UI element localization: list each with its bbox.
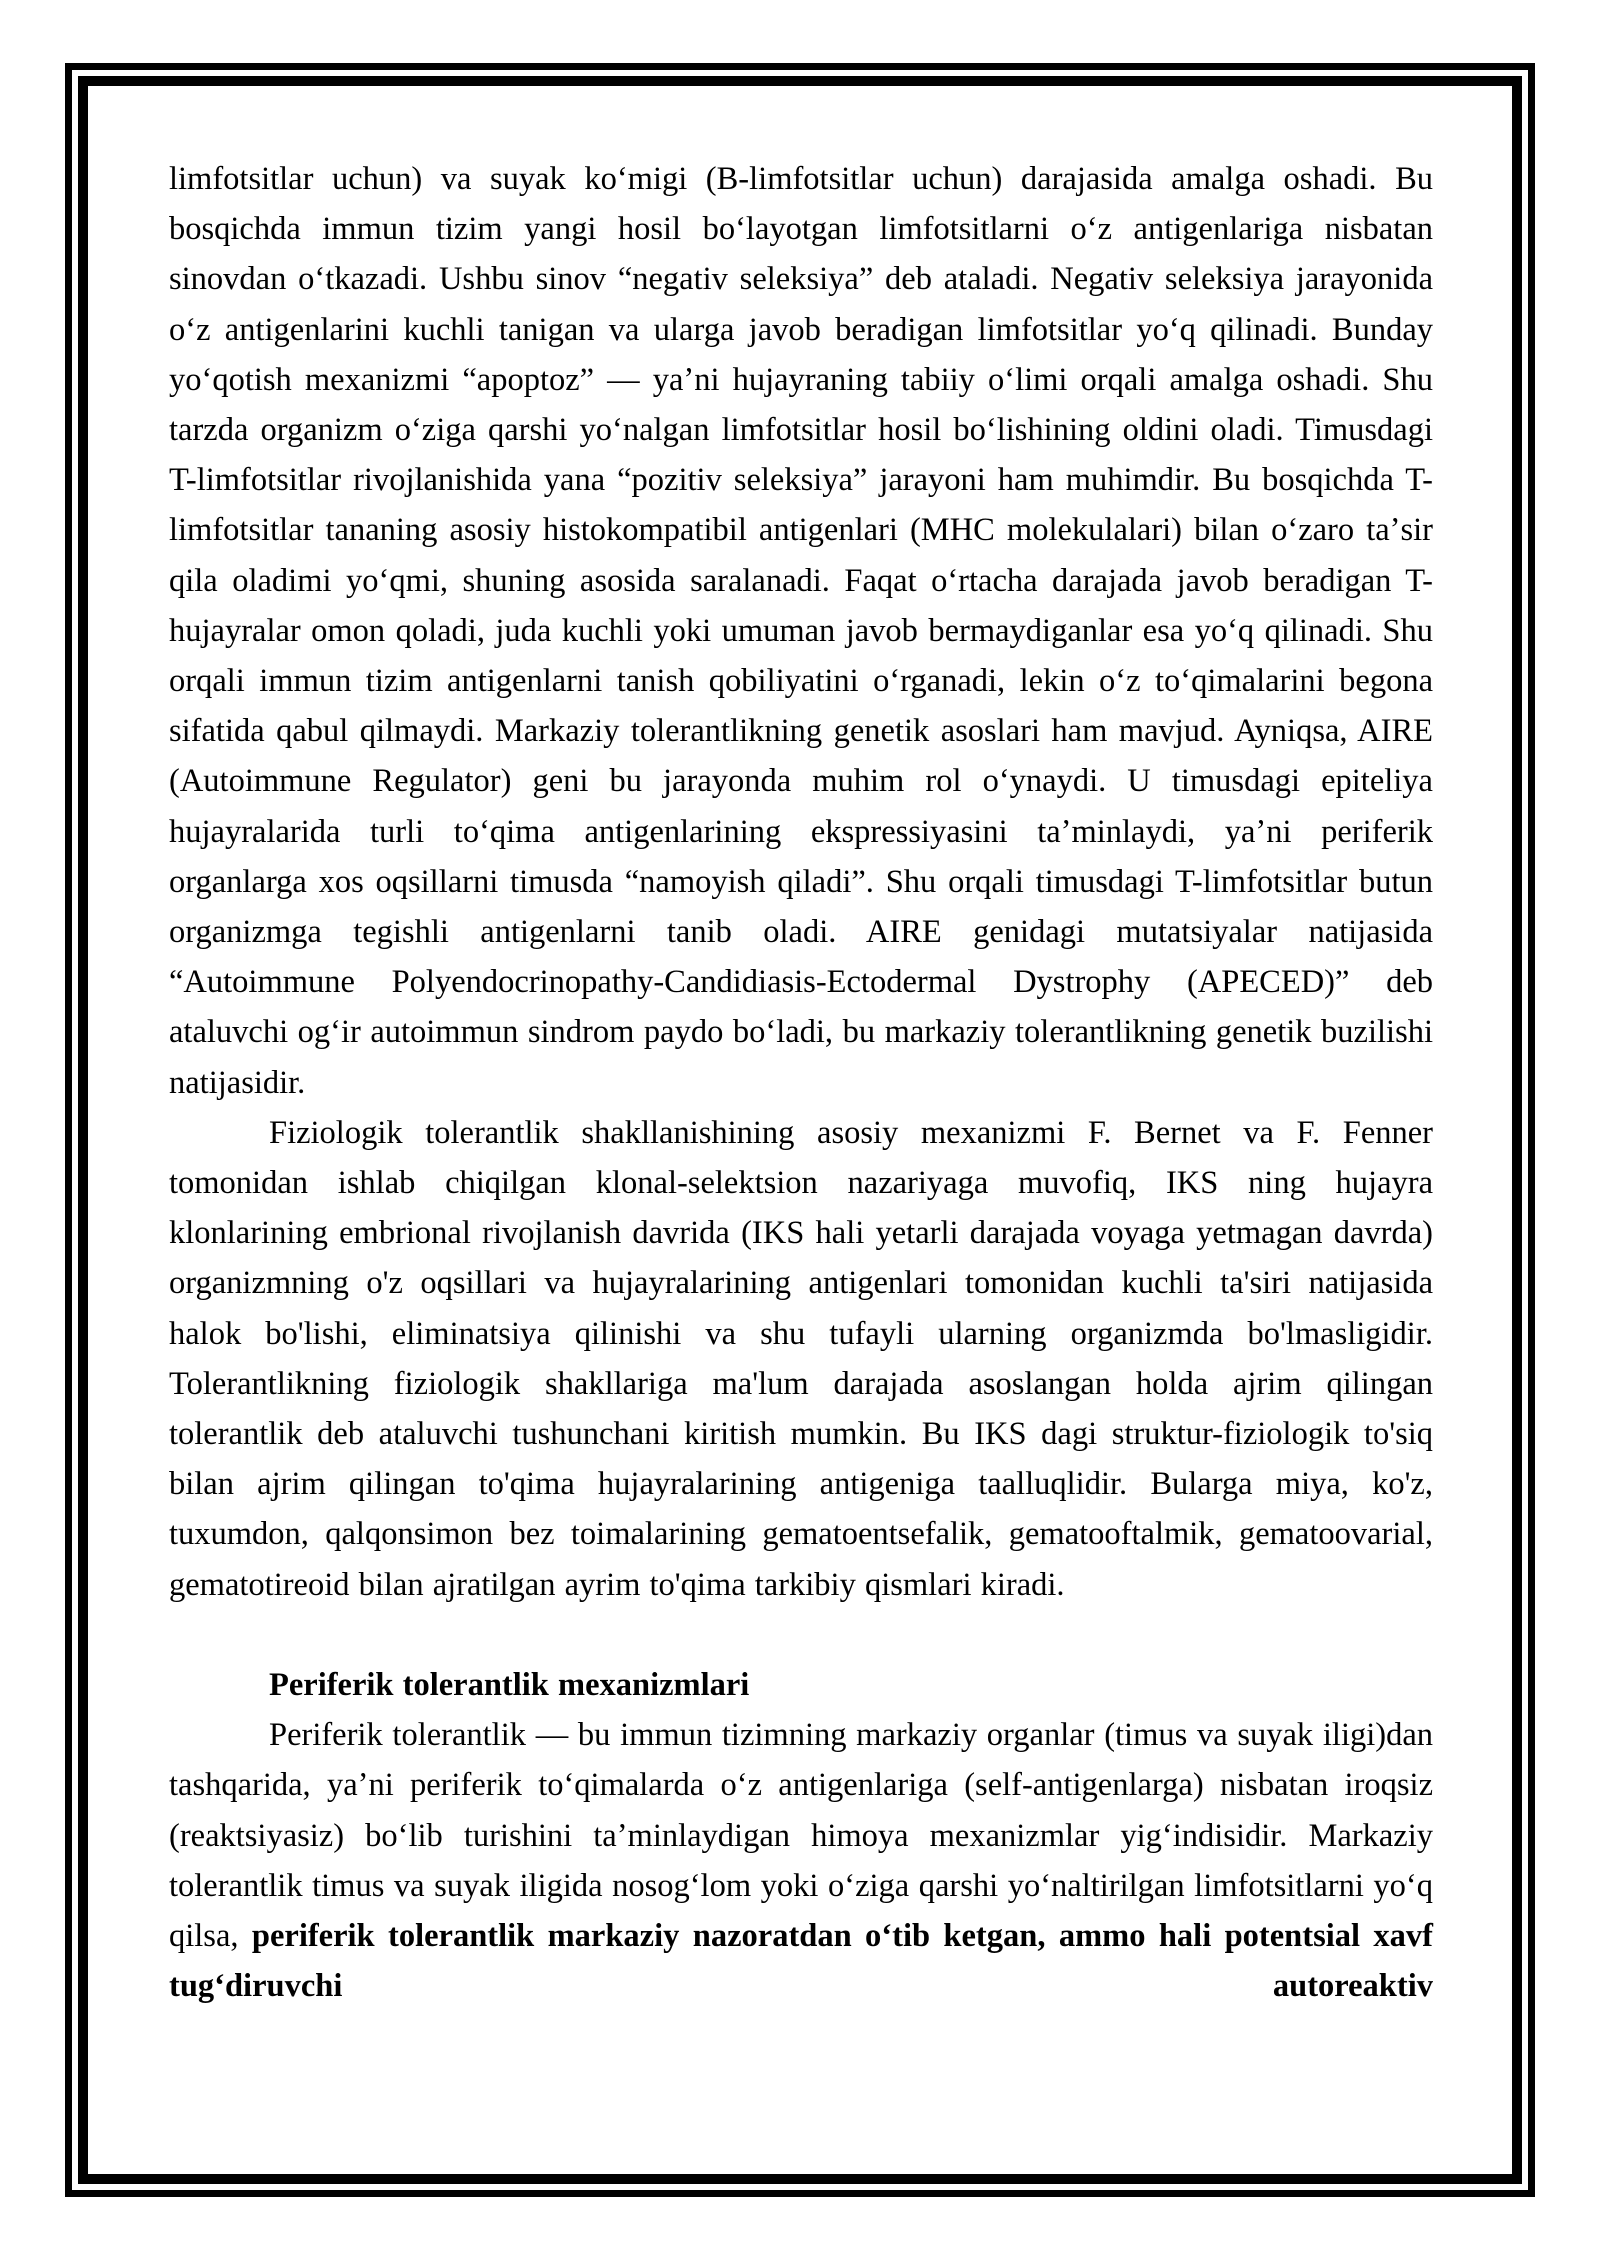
paragraph-peripheral-tolerance-regular-text: Periferik tolerantlik — bu immun tizimning markaziy organlar (timus va suyak iligi)dan tashqarida, yaʼni periferik toʻqimalarda oʻz antigenlariga (self-antigenlarga) nisbatan iroqsiz (reaktsiyasiz) boʻlib turishini taʼminlaydigan himoya mexanizmlar yigʻindisidir. Markaziy tolerantlik timus va suyak iligida nosogʻlom yoki oʻziga qarshi yoʻnaltirilgan limfotsitlarni yoʻq qilsa, [169,1717,1433,1954]
document-body [88,86,1512,2011]
page-border-outer [65,63,1535,2197]
paragraph-peripheral-tolerance [169,1710,1433,2011]
paragraph-gap [169,1610,1433,1660]
paragraph-physiologic-tolerance: Fiziologik tolerantlik shakllanishining asosiy mexanizmi F. Bernet va F. Fenner tomonidan ishlab chiqilgan klonal-selektsion nazariyaga muvofiq, IKS ning hujayra klonlarining embrional rivojlanish davrida (IKS hali yetarli darajada voyaga yetmagan davrda) organizmning o'z oqsillari va hujayralarining antigenlari tomonidan kuchli ta'siri natijasida halok bo'lishi, eliminatsiya qilinishi va shu tufayli ularning organizmda bo'lmasligidir. Tolerantlikning fiziologik shakllariga ma'lum darajada asoslangan holda ajrim qilingan tolerantlik deb ataluvchi tushunchani kiritish mumkin. Bu IKS dagi struktur-fiziologik to'siq bilan ajrim qilingan to'qima hujayralarining antigeniga taalluqlidir. Bularga miya, ko'z, tuxumdon, qalqonsimon bez toimalarining gematoentsefalik, gematooftalmik, gematoovarial, gematotireoid bilan ajratilgan ayrim to'qima tarkibiy qismlari kiradi. [169,1114,1433,1603]
paragraph-central-tolerance: limfotsitlar uchun) va suyak koʻmigi (B-limfotsitlar uchun) darajasida amalga oshadi. Bu bosqichda immun tizim yangi hosil boʻlayotgan limfotsitlarni oʻz antigenlariga nisbatan sinovdan oʻtkazadi. Ushbu sinov “negativ seleksiya” deb ataladi. Negativ seleksiya jarayonida oʻz antigenlarini kuchli tanigan va ularga javob beradigan limfotsitlar yoʻq qilinadi. Bunday yoʻqotish mexanizmi “apoptoz” — yaʼni hujayraning tabiiy oʻlimi orqali amalga oshadi. Shu tarzda organizm oʻziga qarshi yoʻnalgan limfotsitlar hosil boʻlishining oldini oladi. Timusdagi T-limfotsitlar rivojlanishida yana “pozitiv seleksiya” jarayoni ham muhimdir. Bu bosqichda T-limfotsitlar tananing asosiy histokompatibil antigenlari (MHC molekulalari) bilan oʻzaro taʼsir qila oladimi yoʻqmi, shuning asosida saralanadi. Faqat oʻrtacha darajada javob beradigan T-hujayralar omon qoladi, juda kuchli yoki umuman javob bermaydiganlar esa yoʻq qilinadi. Shu orqali immun tizim antigenlarni tanish qobiliyatini oʻrganadi, lekin oʻz toʻqimalarini begona sifatida qabul qilmaydi. Markaziy tolerantlikning genetik asoslari ham mavjud. Ayniqsa, AIRE (Autoimmune Regulator) geni bu jarayonda muhim rol oʻynaydi. U timusdagi epiteliya hujayralarida turli toʻqima antigenlarining ekspressiyasini taʼminlaydi, yaʼni periferik organlarga xos oqsillarni timusda “namoyish qiladi”. Shu orqali timusdagi T-limfotsitlar butun organizmga tegishli antigenlarni tanib oladi. AIRE genidagi mutatsiyalar natijasida “Autoimmune Polyendocrinopathy-Candidiasis-Ectodermal Dystrophy (APECED)” deb ataluvchi ogʻir autoimmun sindrom paydo boʻladi, bu markaziy tolerantlikning genetik buzilishi natijasidir. [169,161,1433,1101]
page-border-inner [78,76,1522,2184]
section-heading-peripheral-tolerance: Periferik tolerantlik mexanizmlari [269,1666,750,1703]
paragraph-peripheral-tolerance-bold-text: periferik tolerantlik markaziy nazoratdan oʻtib ketgan, ammo hali potentsial xavf tugʻdiruvchi autoreaktiv [169,1917,1433,2005]
